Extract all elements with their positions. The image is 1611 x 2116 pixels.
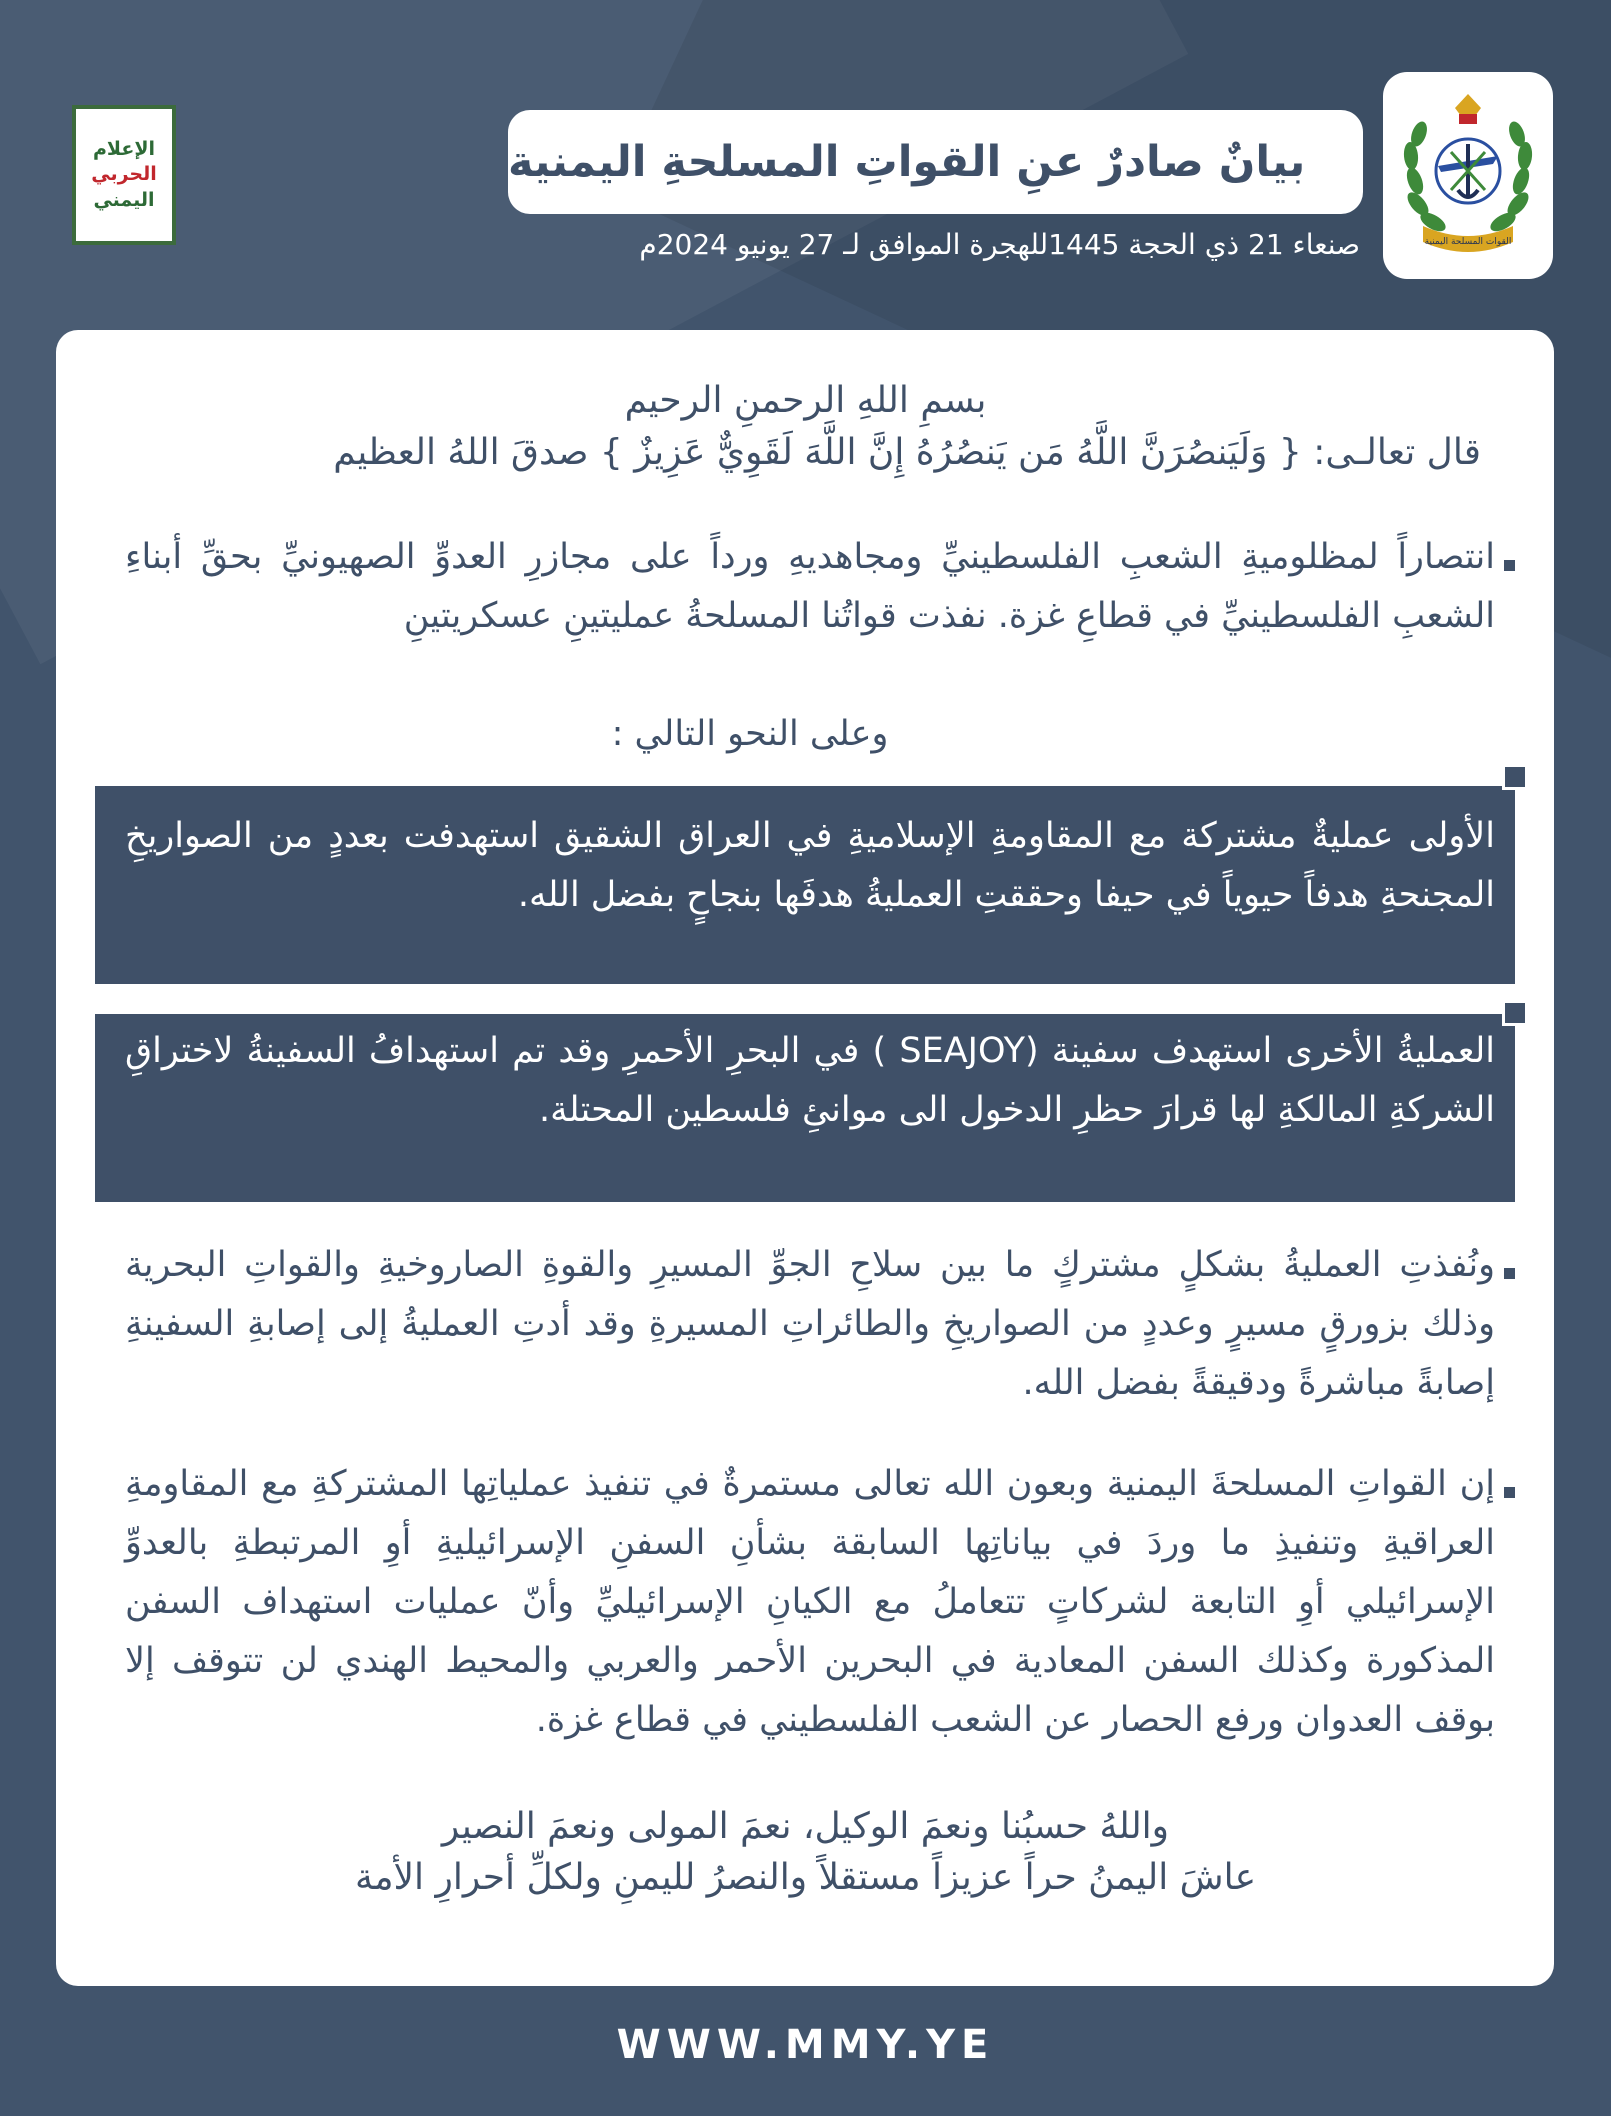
intro-paragraph: انتصاراً لمظلوميةِ الشعبِ الفلسطينيِّ ومجاهديهِ ورداً على مجازرِ العدوِّ الصهيونيِّ بحقِّ أبناءِ الشعبِ الفلسطينيِّ في قطاعِ غزة. نفذت قواتُنا المسلحةُ عمليتينِ عسكريتينِ — [125, 537, 1495, 636]
logo-line-1: الإعلام — [93, 137, 155, 160]
bullet-marker — [1504, 560, 1515, 571]
date-line: صنعاء 21 ذي الحجة 1445للهجرة الموافق لـ 27 يونيو 2024م — [639, 228, 1360, 261]
page-title: بيانٌ صادرٌ عنِ القواتِ المسلحةِ اليمنية — [508, 137, 1306, 187]
operation-1-text: الأولى عمليةٌ مشتركة مع المقاومةِ الإسلاميةِ في العراق الشقيق استهدفت بعددٍ من الصواريخِ المجنحةِ هدفاً حيوياً في حيفا وحققتِ العمليةُ هدفَها بنجاحٍ بفضل الله. — [125, 816, 1495, 915]
continuation-paragraph: إن القواتِ المسلحةَ اليمنية وبعون الله تعالى مستمرةٌ في تنفيذ عملياتِها المشتركةِ مع المقاومةِ العراقيةِ وتنفيذِ ما وردَ في بياناتِها السابقة بشأنِ السفنِ الإسرائيليةِ أوِ المرتبطةِ بالعدوِّ الإسرائيلي أوِ التابعة لشركاتٍ تتعاملُ مع الكيانِ الإسرائيليِّ وأنّ عمليات استهداف السفن المذكورة وكذلك السفن المعادية في البحرين الأحمر والعربي والمحيط الهندي لن تتوقف إلا بوقف العدوان ورفع الحصار عن الشعب الفلسطيني في قطاع غزة. — [125, 1464, 1495, 1740]
bullet-marker — [1504, 1268, 1515, 1279]
title-banner — [508, 110, 1363, 214]
box-corner-marker — [1502, 764, 1528, 790]
box-corner-marker — [1502, 1000, 1528, 1026]
logo-line-2: الحربي — [91, 163, 157, 186]
closing-line-1: واللهُ حسبُنا ونعمَ الوكيل، نعمَ المولى ونعمَ النصير — [441, 1806, 1170, 1847]
military-media-logo — [72, 105, 176, 245]
bullet-marker — [1504, 1487, 1515, 1498]
emblem-icon — [1393, 86, 1543, 266]
website-url[interactable]: WWW.MMY.YE — [616, 2022, 995, 2068]
quran-verse: قال تعالـى: { وَلَيَنصُرَنَّ اللَّهُ مَن يَنصُرُهُ إِنَّ اللَّهَ لَقَوِيٌّ عَزِيزٌ } صدقَ اللهُ العظيم — [333, 432, 1481, 473]
emblem-ribbon-text: القوات المسلحة اليمنية — [1424, 236, 1512, 247]
basmala: بسمِ اللهِ الرحمنِ الرحيم — [624, 380, 987, 421]
operation-2-text: العمليةُ الأخرى استهدف سفينة (SEAJOY ) في البحرِ الأحمرِ وقد تم استهدافُ السفينةُ لاختراقِ الشركةِ المالكةِ لها قرارَ حظرِ الدخول الى موانئِ فلسطين المحتلة. — [125, 1031, 1496, 1130]
armed-forces-emblem — [1383, 72, 1553, 279]
intro-tail: وعلى النحو التالي : — [611, 714, 889, 754]
logo-line-3: اليمني — [93, 188, 155, 211]
closing-line-2: عاشَ اليمنُ حراً عزيزاً مستقلاً والنصرُ لليمنِ ولكلِّ أحرارِ الأمة — [354, 1857, 1257, 1898]
execution-paragraph: ونُفذتِ العمليةُ بشكلٍ مشتركٍ ما بين سلاحِ الجوِّ المسيرِ والقوةِ الصاروخيةِ والقواتِ البحرية وذلك بزورقٍ مسيرٍ وعددٍ من الصواريخِ والطائراتِ المسيرةِ وقد أدتِ العمليةُ إلى إصابةِ السفينةِ إصابةً مباشرةً ودقيقةً بفضل الله. — [125, 1245, 1495, 1403]
